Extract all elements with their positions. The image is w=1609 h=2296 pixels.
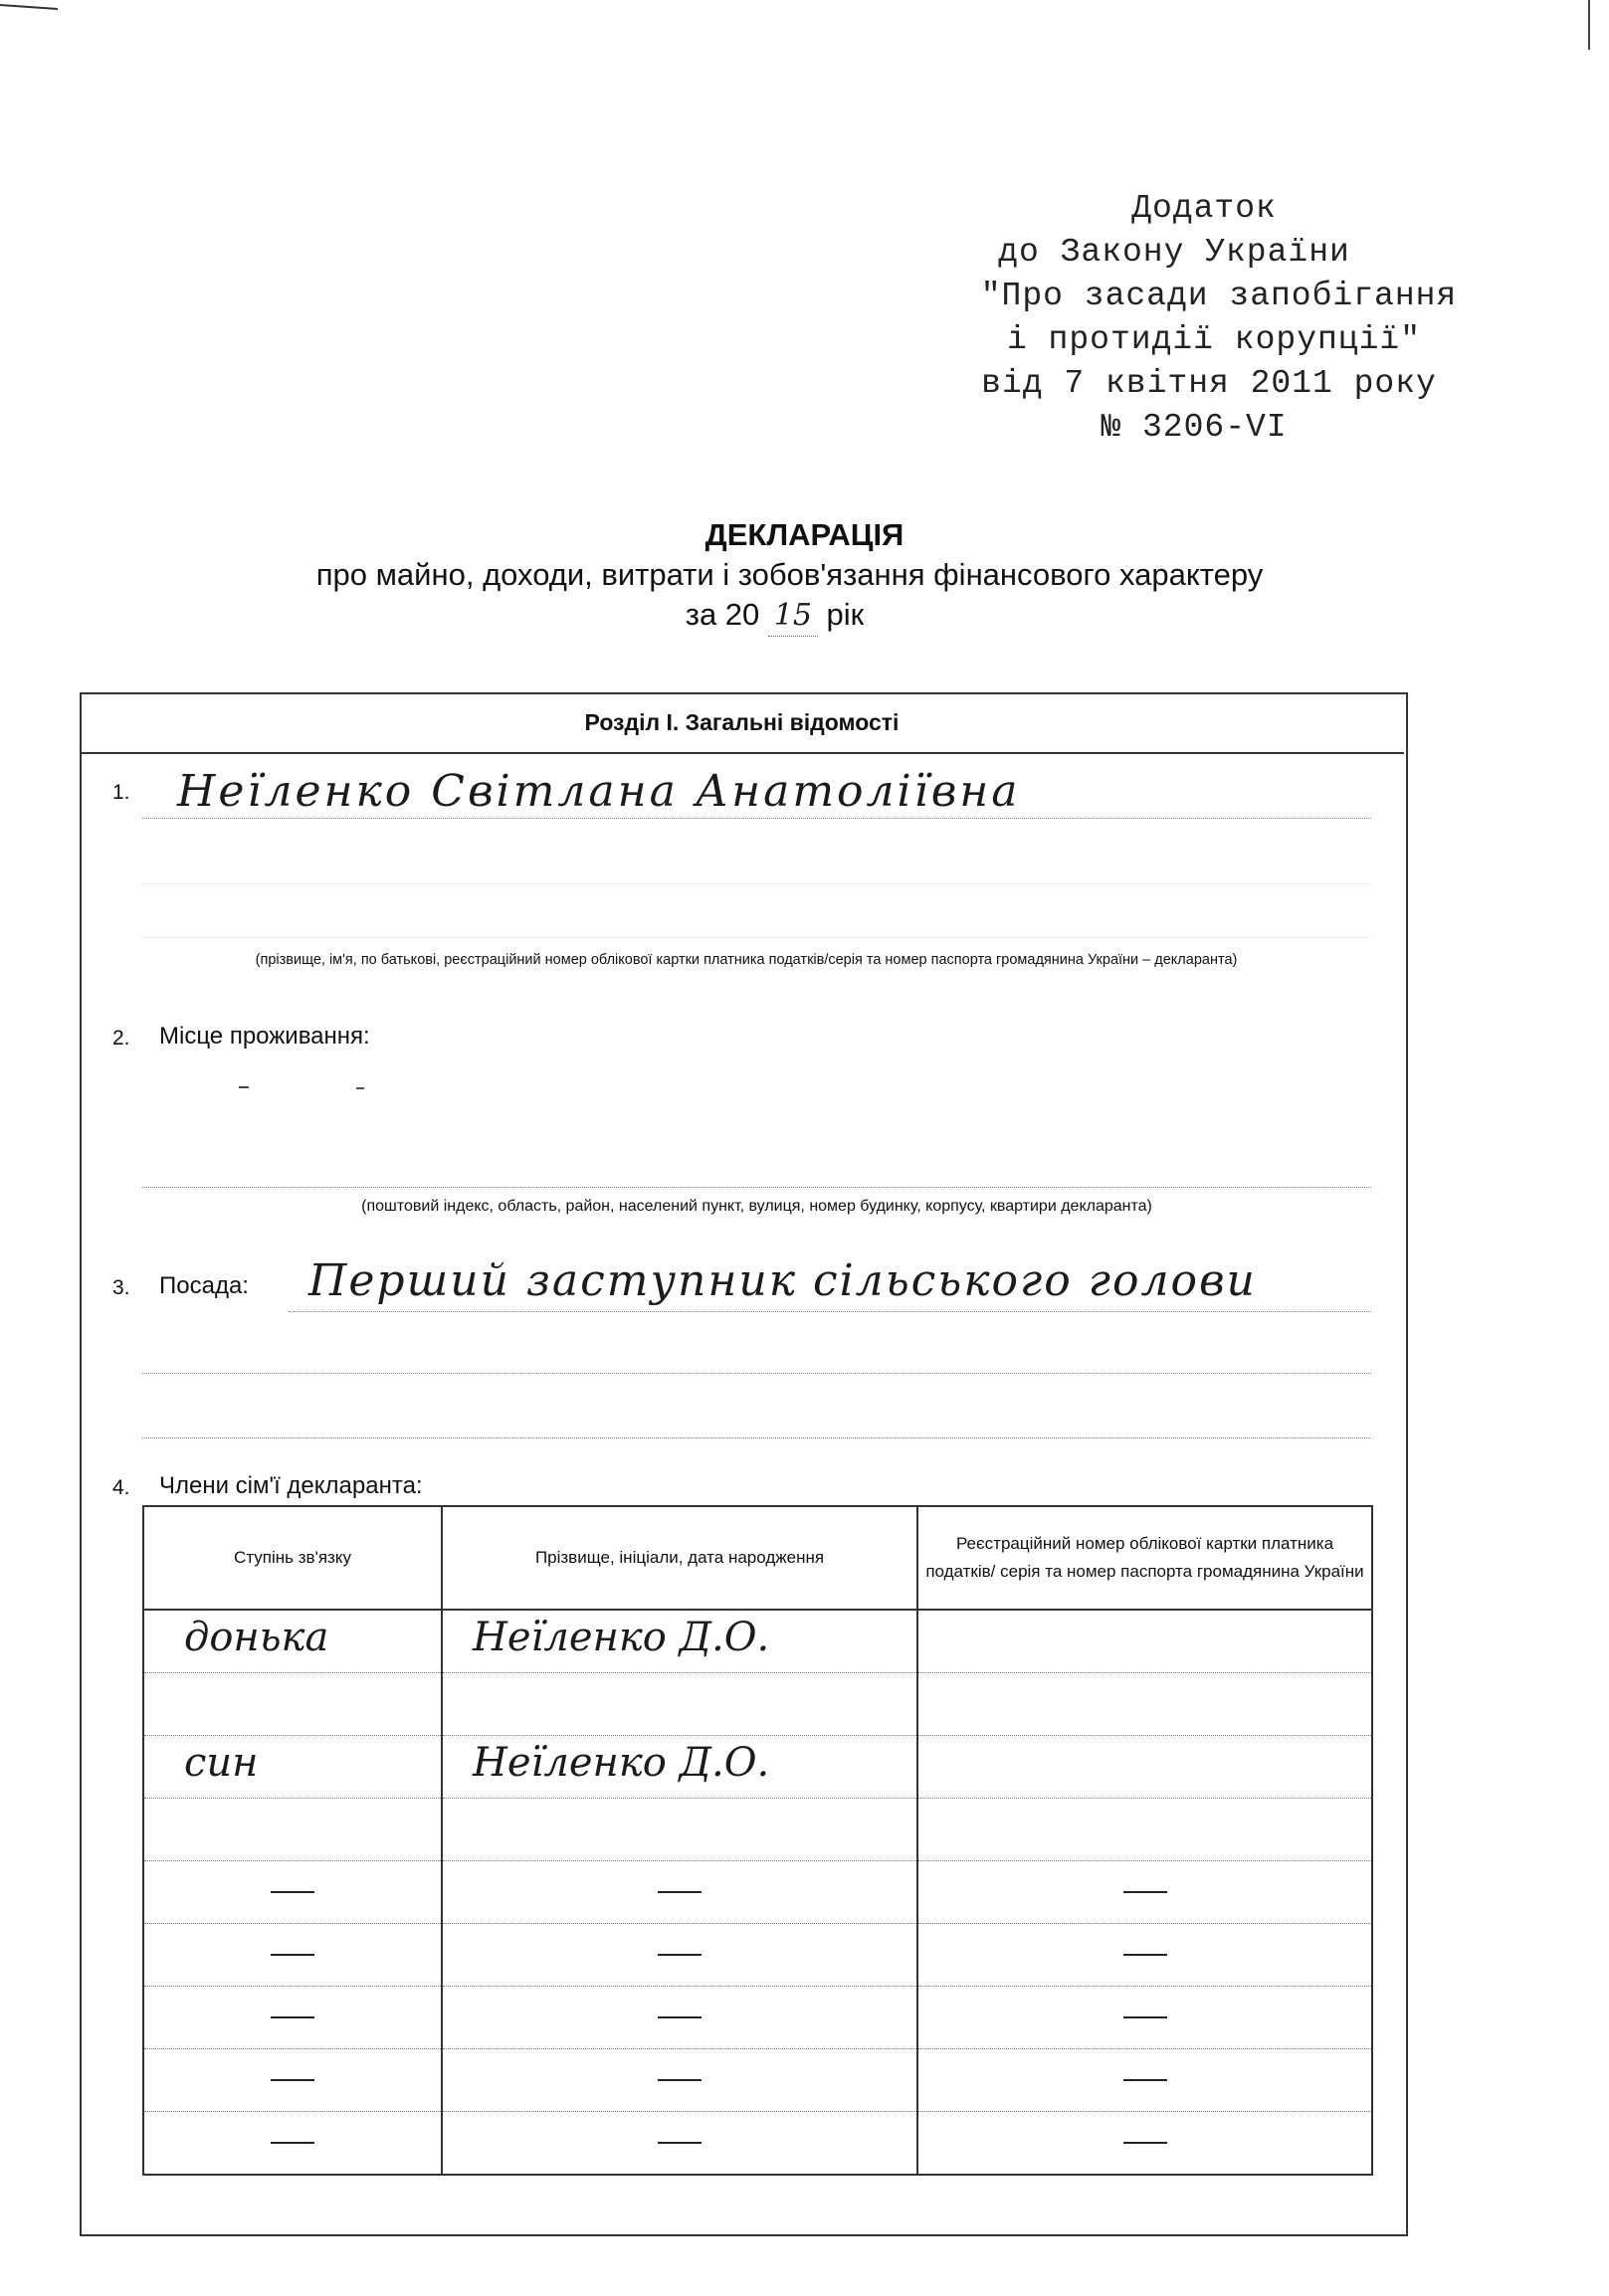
row-1-relation xyxy=(143,1610,442,1673)
header-relation: Ступінь зв'язку xyxy=(143,1506,442,1610)
row-2-relation xyxy=(143,1736,442,1799)
declarant-name: Неїленко Світлана Анатоліївна xyxy=(177,766,1021,817)
dash-mark xyxy=(1123,1891,1167,1893)
row-1-id xyxy=(917,1610,1372,1673)
row-1-relation-value: донька xyxy=(184,1615,329,1660)
row-1-name-value: Неїленко Д.О. xyxy=(473,1615,770,1660)
row-2-id xyxy=(917,1736,1372,1799)
table-row xyxy=(143,2112,1372,2176)
residence-mark-2 xyxy=(356,1087,364,1089)
position-value: Перший заступник сільського голови xyxy=(308,1255,1257,1306)
document-title xyxy=(0,515,1609,637)
family-label: Члени сім'ї декларанта: xyxy=(159,1472,423,1499)
declaration-heading: ДЕКЛАРАЦІЯ xyxy=(704,517,905,552)
table-row xyxy=(143,1861,1372,1924)
item-1-line-2 xyxy=(142,883,1371,884)
year-value: 15 xyxy=(768,596,818,637)
appendix-line-6: № 3206-VI xyxy=(1101,409,1288,446)
item-2-caption: (поштовий індекс, область, район, населений пункт, вулиця, номер будинку, корпусу, квартири декларанта) xyxy=(361,1198,1152,1215)
table-row xyxy=(143,1736,1372,1799)
dash-mark xyxy=(1123,2079,1167,2081)
row-1-name xyxy=(442,1610,917,1673)
scan-mark xyxy=(0,4,58,10)
item-3-line-2 xyxy=(142,1373,1371,1374)
dash-mark xyxy=(271,1954,314,1956)
residence-label: Місце проживання: xyxy=(159,1023,370,1050)
table-row xyxy=(143,1987,1372,2049)
header-name: Прізвище, ініціали, дата народження xyxy=(442,1506,917,1610)
table-row xyxy=(143,1673,1372,1736)
item-3-line xyxy=(289,1311,1371,1312)
item-2-line xyxy=(142,1187,1371,1188)
dash-mark xyxy=(271,2079,314,2081)
dash-mark xyxy=(1123,1954,1167,1956)
item-1-caption: (прізвище, ім'я, по батькові, реєстраційний номер облікової картки платника податків/серія та номер паспорта громадянина України – декларанта) xyxy=(255,952,1238,968)
declaration-year xyxy=(0,595,1609,637)
appendix-line-3: "Про засади запобігання xyxy=(980,278,1458,314)
row-2-relation-value: син xyxy=(184,1740,259,1786)
dash-mark xyxy=(1123,2142,1167,2144)
table-row xyxy=(143,1610,1372,1673)
dash-mark xyxy=(271,2142,314,2144)
appendix-line-1: Додаток xyxy=(1131,190,1277,227)
family-members-table xyxy=(142,1505,1373,2176)
row-2-name xyxy=(442,1736,917,1799)
declaration-subtitle: про майно, доходи, витрати і зобов'язання фінансового характеру xyxy=(315,557,1264,592)
dash-mark xyxy=(658,1891,702,1893)
dash-mark xyxy=(271,1891,314,1893)
appendix-line-5: від 7 квітня 2011 року xyxy=(981,365,1437,402)
family-table-header xyxy=(143,1506,1372,1610)
year-suffix: рік xyxy=(826,597,865,632)
appendix-line-4: і протидії корупції" xyxy=(1006,321,1422,358)
appendix-block xyxy=(876,187,1473,450)
item-1-line-3 xyxy=(142,937,1371,938)
item-2-number: 2. xyxy=(112,1027,130,1050)
item-4-number: 4. xyxy=(112,1476,130,1499)
dash-mark xyxy=(271,2016,314,2018)
scan-edge-mark xyxy=(1588,0,1590,50)
table-row xyxy=(143,1924,1372,1987)
table-row xyxy=(143,2049,1372,2112)
dash-mark xyxy=(658,2016,702,2018)
header-id: Реєстраційний номер облікової картки платника податків/ серія та номер паспорта громадянина України xyxy=(917,1506,1372,1610)
dash-mark xyxy=(658,2079,702,2081)
item-1-line xyxy=(142,818,1371,819)
appendix-line-2: до Закону України xyxy=(998,234,1350,271)
item-3-line-3 xyxy=(142,1437,1371,1438)
item-1-number: 1. xyxy=(112,781,130,804)
dash-mark xyxy=(1123,2016,1167,2018)
dash-mark xyxy=(658,1954,702,1956)
year-prefix: за 20 xyxy=(685,597,760,632)
section-title: Розділ І. Загальні відомості xyxy=(80,692,1404,754)
dash-mark xyxy=(658,2142,702,2144)
table-row xyxy=(143,1799,1372,1861)
row-2-name-value: Неїленко Д.О. xyxy=(473,1740,770,1786)
item-3-number: 3. xyxy=(112,1276,130,1299)
position-label: Посада: xyxy=(159,1272,249,1299)
residence-mark xyxy=(239,1086,249,1088)
